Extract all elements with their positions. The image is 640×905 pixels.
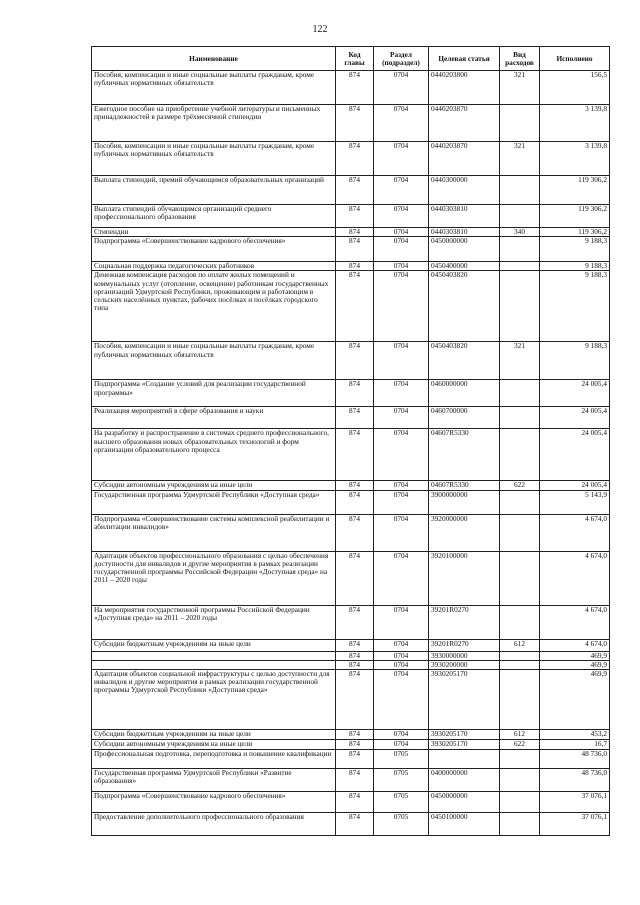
cell-expense-type — [500, 237, 540, 262]
cell-amount: 469,9 — [540, 670, 610, 730]
cell-section: 0704 — [374, 342, 429, 380]
cell-article: 3920000000 — [429, 514, 500, 551]
cell-expense-type — [500, 271, 540, 342]
table-row — [92, 342, 610, 380]
cell-amount: 24 005,4 — [540, 380, 610, 407]
cell-amount: 24 005,4 — [540, 481, 610, 490]
cell-code: 874 — [336, 380, 374, 407]
cell-expense-type — [500, 262, 540, 271]
cell-name: Предоставление дополнительного профессионального образования — [92, 813, 336, 836]
cell-name: Пособия, компенсации и иные социальные выплаты гражданам, кроме публичных нормативных обязательств — [92, 71, 336, 105]
cell-article: 3930200000 — [429, 660, 500, 669]
cell-section: 0704 — [374, 514, 429, 551]
cell-section: 0704 — [374, 380, 429, 407]
cell-amount: 37 076,1 — [540, 792, 610, 813]
cell-amount: 4 674,0 — [540, 639, 610, 651]
cell-expense-type: 612 — [500, 730, 540, 740]
table-row — [92, 237, 610, 262]
column-header-article: Целевая статья — [429, 47, 500, 71]
cell-code: 874 — [336, 514, 374, 551]
cell-amount: 5 143,9 — [540, 490, 610, 514]
cell-article: 39201R0270 — [429, 605, 500, 639]
cell-name: Субсидии автономным учреждениям на иные цели — [92, 481, 336, 490]
cell-section: 0704 — [374, 407, 429, 429]
cell-section: 0704 — [374, 605, 429, 639]
cell-amount: 156,5 — [540, 71, 610, 105]
table-row — [92, 750, 610, 769]
table-row — [92, 380, 610, 407]
cell-expense-type — [500, 514, 540, 551]
cell-article: 0440300000 — [429, 176, 500, 205]
table-row — [92, 176, 610, 205]
cell-section: 0705 — [374, 769, 429, 792]
cell-code: 874 — [336, 490, 374, 514]
cell-amount: 469,9 — [540, 660, 610, 669]
cell-expense-type: 321 — [500, 342, 540, 380]
table-row — [92, 481, 610, 490]
cell-article — [429, 750, 500, 769]
cell-code: 874 — [336, 481, 374, 490]
cell-name: Подпрограмма «Совершенствование кадрового обеспечения» — [92, 792, 336, 813]
cell-section: 0704 — [374, 262, 429, 271]
cell-article: 0450403820 — [429, 271, 500, 342]
cell-expense-type — [500, 176, 540, 205]
cell-article: 0400000000 — [429, 769, 500, 792]
table-row — [92, 551, 610, 605]
cell-code: 874 — [336, 176, 374, 205]
cell-section: 0704 — [374, 481, 429, 490]
cell-expense-type — [500, 792, 540, 813]
cell-amount: 3 139,8 — [540, 105, 610, 142]
cell-name: Реализация мероприятий в сфере образования и науки — [92, 407, 336, 429]
cell-article: 0450100000 — [429, 813, 500, 836]
cell-name: Субсидии бюджетным учреждениям на иные цели — [92, 730, 336, 740]
cell-name — [92, 651, 336, 660]
cell-expense-type: 321 — [500, 142, 540, 176]
cell-article: 3930000000 — [429, 651, 500, 660]
cell-code: 874 — [336, 670, 374, 730]
cell-code: 874 — [336, 605, 374, 639]
table-body — [92, 71, 610, 836]
cell-code: 874 — [336, 105, 374, 142]
cell-code: 874 — [336, 342, 374, 380]
cell-amount: 16,7 — [540, 740, 610, 750]
cell-code: 874 — [336, 271, 374, 342]
cell-expense-type — [500, 813, 540, 836]
cell-section: 0704 — [374, 551, 429, 605]
cell-article: 0450403820 — [429, 342, 500, 380]
table-row — [92, 205, 610, 228]
cell-name: Стипендии — [92, 228, 336, 237]
table-row — [92, 769, 610, 792]
cell-expense-type — [500, 205, 540, 228]
cell-amount: 9 188,3 — [540, 271, 610, 342]
cell-amount: 119 306,2 — [540, 228, 610, 237]
cell-name: Субсидии бюджетным учреждениям на иные цели — [92, 639, 336, 651]
cell-section: 0704 — [374, 205, 429, 228]
cell-name: Пособия, компенсации и иные социальные выплаты гражданам, кроме публичных нормативных обязательств — [92, 342, 336, 380]
cell-amount: 453,2 — [540, 730, 610, 740]
cell-code: 874 — [336, 551, 374, 605]
cell-section: 0704 — [374, 271, 429, 342]
table-row — [92, 271, 610, 342]
column-header-expense-type: Вид расходов — [500, 47, 540, 71]
cell-section: 0704 — [374, 639, 429, 651]
column-header-code: Код главы — [336, 47, 374, 71]
table-row — [92, 792, 610, 813]
table-row — [92, 813, 610, 836]
cell-name: Подпрограмма «Совершенствование системы комплексной реабилитации и абилитации инвалидов» — [92, 514, 336, 551]
cell-name: Ежегодное пособие на приобретение учебной литературы и письменных принадлежностей в размере трёхмесячной стипендии — [92, 105, 336, 142]
cell-name: Государственная программа Удмуртской Республики «Развитие образования» — [92, 769, 336, 792]
cell-amount: 9 188,3 — [540, 237, 610, 262]
cell-article: 3930205170 — [429, 730, 500, 740]
cell-article: 0460700000 — [429, 407, 500, 429]
cell-name: Государственная программа Удмуртской Республики «Доступная среда» — [92, 490, 336, 514]
table-row — [92, 429, 610, 481]
table-row — [92, 105, 610, 142]
cell-article: 3930205170 — [429, 740, 500, 750]
table-row — [92, 660, 610, 669]
cell-article: 0440203870 — [429, 142, 500, 176]
cell-code: 874 — [336, 730, 374, 740]
cell-name: На мероприятия государственной программы Российской Федерации «Доступная среда» на 2011 – 2020 годы — [92, 605, 336, 639]
cell-article: 0450000000 — [429, 792, 500, 813]
cell-section: 0704 — [374, 228, 429, 237]
column-header-name: Наименование — [92, 47, 336, 71]
cell-expense-type: 612 — [500, 639, 540, 651]
cell-code: 874 — [336, 651, 374, 660]
cell-expense-type: 321 — [500, 71, 540, 105]
cell-name: Денежная компенсация расходов по оплате жилых помещений и коммунальных услуг (отопление, освещение) работникам государственных организаций Удмуртской Республики, проживающим и работающим в сельских населённых пунктах, рабочих посёлках и посёлках городского типа — [92, 271, 336, 342]
cell-code: 874 — [336, 228, 374, 237]
cell-code: 874 — [336, 813, 374, 836]
cell-expense-type — [500, 490, 540, 514]
cell-article: 0450400000 — [429, 262, 500, 271]
cell-name: Адаптация объектов социальной инфраструктуры с целью доступности для инвалидов и другие мероприятия в рамках реализации государственной программы Удмуртской Республики «Доступная среда» — [92, 670, 336, 730]
cell-expense-type — [500, 670, 540, 730]
cell-amount: 4 674,0 — [540, 551, 610, 605]
cell-code: 874 — [336, 142, 374, 176]
cell-amount: 24 005,4 — [540, 429, 610, 481]
cell-code: 874 — [336, 750, 374, 769]
cell-amount: 9 188,3 — [540, 262, 610, 271]
cell-expense-type — [500, 105, 540, 142]
cell-section: 0704 — [374, 142, 429, 176]
cell-expense-type — [500, 380, 540, 407]
table-row — [92, 228, 610, 237]
cell-article: 0460000000 — [429, 380, 500, 407]
column-header-amount: Исполнено — [540, 47, 610, 71]
cell-name: Выплата стипендий, премий обучающимся образовательных организаций — [92, 176, 336, 205]
cell-code: 874 — [336, 71, 374, 105]
cell-expense-type — [500, 407, 540, 429]
cell-code: 874 — [336, 407, 374, 429]
cell-amount: 37 076,1 — [540, 813, 610, 836]
cell-name: Подпрограмма «Создание условий для реализации государственной программы» — [92, 380, 336, 407]
cell-section: 0704 — [374, 490, 429, 514]
cell-name: Адаптация объектов профессионального образования с целью обеспечения доступности для инвалидов и другие мероприятия в рамках реализации государственной программы Российской Федерации «Доступная среда» на 2011 – 2020 годы — [92, 551, 336, 605]
cell-section: 0705 — [374, 813, 429, 836]
cell-name: Профессиональная подготовка, переподготовка и повышение квалификации — [92, 750, 336, 769]
cell-section: 0704 — [374, 237, 429, 262]
cell-section: 0704 — [374, 105, 429, 142]
page-number: 122 — [312, 24, 328, 35]
cell-article: 0440203870 — [429, 105, 500, 142]
cell-article: 04607R5330 — [429, 481, 500, 490]
cell-code: 874 — [336, 429, 374, 481]
cell-section: 0705 — [374, 750, 429, 769]
cell-code: 874 — [336, 205, 374, 228]
cell-section: 0704 — [374, 730, 429, 740]
cell-expense-type: 622 — [500, 740, 540, 750]
cell-expense-type — [500, 551, 540, 605]
table-row — [92, 514, 610, 551]
table-row — [92, 490, 610, 514]
table-row — [92, 262, 610, 271]
cell-expense-type — [500, 769, 540, 792]
cell-article: 0450000000 — [429, 237, 500, 262]
cell-code: 874 — [336, 740, 374, 750]
table-row — [92, 142, 610, 176]
table-row — [92, 605, 610, 639]
cell-name: Выплата стипендий обучающимся организаций среднего профессионального образования — [92, 205, 336, 228]
cell-name: Пособия, компенсации и иные социальные выплаты гражданам, кроме публичных нормативных обязательств — [92, 142, 336, 176]
cell-code: 874 — [336, 660, 374, 669]
cell-amount: 48 736,0 — [540, 750, 610, 769]
cell-code: 874 — [336, 769, 374, 792]
cell-expense-type: 622 — [500, 481, 540, 490]
table-header-row — [92, 47, 610, 71]
cell-expense-type — [500, 750, 540, 769]
cell-article: 39201R0270 — [429, 639, 500, 651]
column-header-section: Раздел (подраздел) — [374, 47, 429, 71]
cell-code: 874 — [336, 792, 374, 813]
cell-section: 0705 — [374, 792, 429, 813]
table-row — [92, 651, 610, 660]
cell-code: 874 — [336, 262, 374, 271]
cell-amount: 4 674,0 — [540, 605, 610, 639]
cell-article: 0440303810 — [429, 228, 500, 237]
cell-code: 874 — [336, 237, 374, 262]
cell-amount: 119 306,2 — [540, 176, 610, 205]
cell-article: 0440203800 — [429, 71, 500, 105]
cell-expense-type — [500, 660, 540, 669]
cell-amount: 48 736,0 — [540, 769, 610, 792]
table-row — [92, 407, 610, 429]
cell-section: 0704 — [374, 176, 429, 205]
cell-section: 0704 — [374, 740, 429, 750]
cell-expense-type — [500, 429, 540, 481]
cell-section: 0704 — [374, 660, 429, 669]
cell-amount: 3 139,8 — [540, 142, 610, 176]
cell-name — [92, 660, 336, 669]
cell-amount: 119 306,2 — [540, 205, 610, 228]
cell-section: 0704 — [374, 651, 429, 660]
cell-expense-type — [500, 651, 540, 660]
cell-amount: 9 188,3 — [540, 342, 610, 380]
table-row — [92, 71, 610, 105]
cell-amount: 24 005,4 — [540, 407, 610, 429]
cell-article: 3900000000 — [429, 490, 500, 514]
cell-name: На разработку и распространение в системах среднего профессионального, высшего образования новых образовательных технологий и форм организации образовательного процесса — [92, 429, 336, 481]
cell-name: Социальная поддержка педагогических работников — [92, 262, 336, 271]
table-row — [92, 730, 610, 740]
cell-expense-type — [500, 605, 540, 639]
cell-article: 3920100000 — [429, 551, 500, 605]
cell-section: 0704 — [374, 429, 429, 481]
cell-article: 04607R5330 — [429, 429, 500, 481]
cell-article: 3930205170 — [429, 670, 500, 730]
cell-name: Подпрограмма «Совершенствование кадрового обеспечения» — [92, 237, 336, 262]
budget-table — [91, 46, 610, 836]
cell-amount: 469,9 — [540, 651, 610, 660]
table-row — [92, 670, 610, 730]
cell-article: 0440303810 — [429, 205, 500, 228]
cell-code: 874 — [336, 639, 374, 651]
cell-section: 0704 — [374, 71, 429, 105]
cell-section: 0704 — [374, 670, 429, 730]
cell-expense-type: 340 — [500, 228, 540, 237]
cell-name: Субсидии автономным учреждениям на иные цели — [92, 740, 336, 750]
table-row — [92, 639, 610, 651]
table-row — [92, 740, 610, 750]
cell-amount: 4 674,0 — [540, 514, 610, 551]
